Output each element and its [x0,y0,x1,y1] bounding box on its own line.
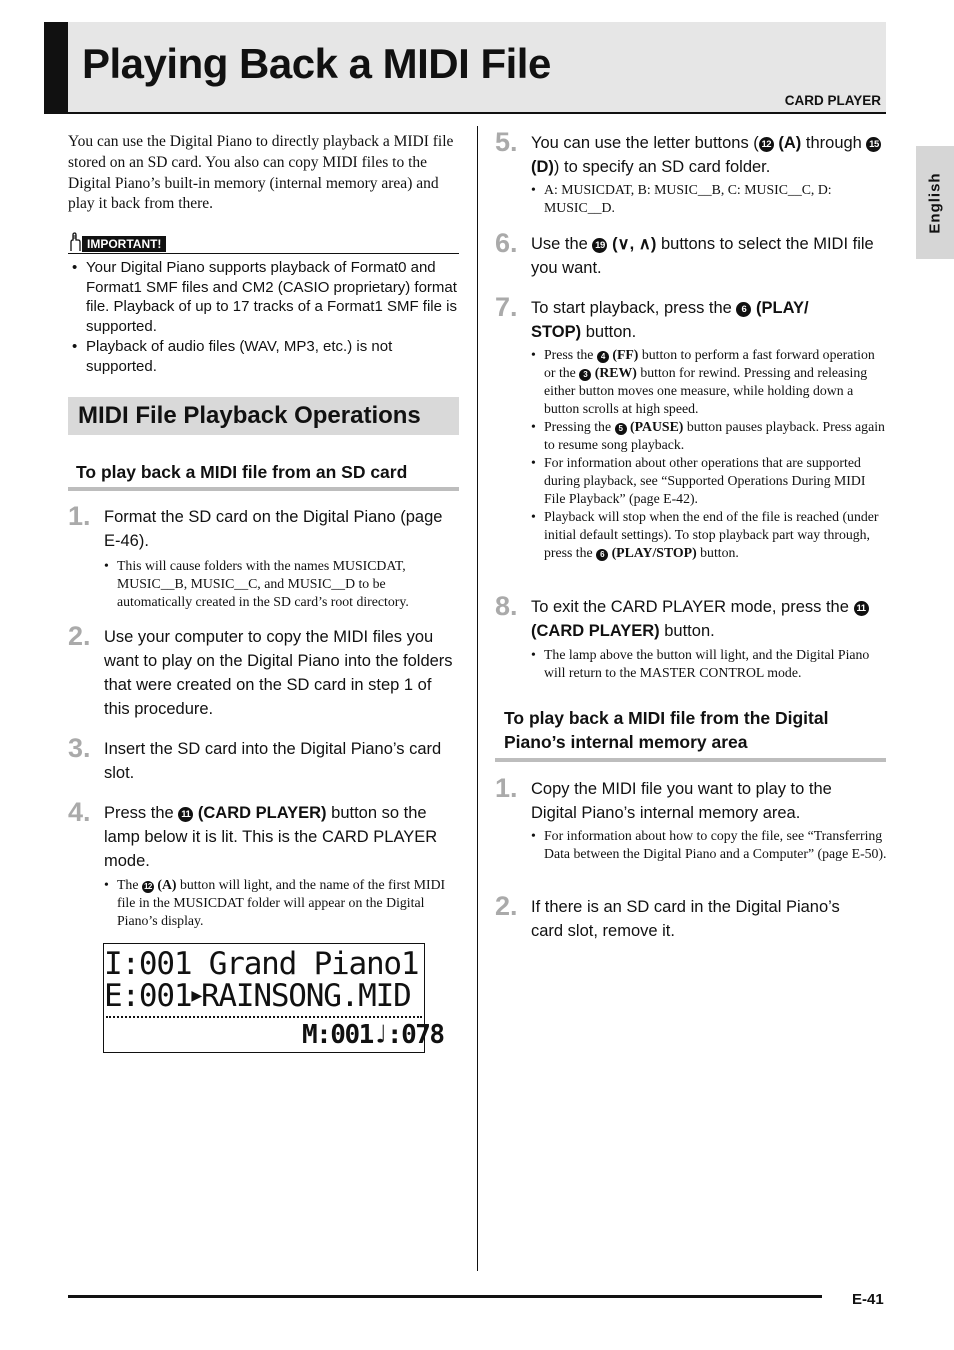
button-number-badge: 11 [178,807,193,822]
language-tab-label: English [926,171,944,234]
step-text [531,131,887,179]
internal-memory-heading [495,706,886,762]
step-text: Insert the SD card into the Digital Piano’s card slot. [104,740,442,782]
section-label: CARD PLAYER [784,93,881,108]
lcd-line-1: I:001 Grand Piano1 [104,946,419,982]
important-item: • Your Digital Piano supports playback of Format0 and Format1 SMF files and CM2 (CASIO proprietary) format file. Playback of up to 17 tracks of a Format1 SMF file is supported. [68,258,460,336]
sd-card-heading [68,460,459,491]
note-text-part: button to perform a fast forward operation or the [544,347,875,380]
play-triangle-icon: ▶ [191,985,201,1006]
step-text [104,801,460,873]
lcd-file-index: E:001 [104,978,192,1014]
note-item [531,418,887,454]
step-text-part: Press the [104,804,174,822]
page-title: Playing Back a MIDI File [82,40,551,87]
button-number-badge: 6 [736,302,751,317]
step-text [531,296,851,344]
note-item [531,508,887,562]
step-number: 5. [495,127,518,157]
step-text-part: To exit the CARD PLAYER mode, press the [531,598,849,616]
step-number: 2. [495,891,518,921]
button-number-badge: 15 [866,137,881,152]
footer-rule [68,1295,822,1298]
important-header [68,232,459,254]
note-item [104,876,460,930]
section-heading-text: MIDI File Playback Operations [78,402,421,429]
column-divider [477,126,478,1271]
page-number: E-41 [852,1291,884,1308]
step-text: Format the SD card on the Digital Piano (page E-46). [104,508,443,550]
button-number-badge: 12 [142,881,154,893]
button-label: (PLAY/STOP) [611,545,697,560]
internal-memory-heading-text: To play back a MIDI file from the Digital Piano’s internal memory area [504,708,829,752]
note-text-part: The [117,877,139,892]
button-label: (FF) [612,347,639,362]
important-badge: IMPORTANT! [82,236,166,252]
step-number: 7. [495,292,518,322]
important-list [68,258,460,378]
note-item: • A: MUSICDAT, B: MUSIC__B, C: MUSIC__C, D: MUSIC__D. [531,181,861,217]
header-accent-bar [44,22,68,114]
step-text [531,595,887,643]
note-text-part: button for rewind. Pressing and releasing either button moves one measure, while holding down a button scrolls at high speed. [544,365,868,416]
step-text-part: Use the [531,235,588,253]
button-number-badge: 4 [597,351,609,363]
button-number-badge: 6 [596,549,608,561]
step-4-notes [104,876,460,930]
lcd-dot-row [106,1016,422,1019]
button-number-badge: 19 [592,238,607,253]
note-text-part: Playback will stop when the end of the file is reached (under initial default settings). To stop playback part way through, press the [544,509,879,560]
note-text-part: Press the [544,347,594,362]
button-number-badge: 11 [854,601,869,616]
note-item: • The lamp above the button will light, and the Digital Piano will return to the MASTER CONTROL mode. [531,646,887,682]
step-5-notes [531,181,861,217]
warning-hand-icon [68,232,82,252]
step-text-part: ) to specify an SD card folder. [553,158,771,176]
step-text: Use your computer to copy the MIDI files you want to play on the Digital Piano into the folders that were created on the SD card in step 1 of this procedure. [104,628,453,718]
button-number-badge: 5 [615,423,627,435]
note-item: • For information about how to copy the file, see “Transferring Data between the Digital Piano and a Computer” (page E-50). [531,827,887,863]
lcd-line-2 [104,978,411,1014]
button-label: (REW) [594,365,637,380]
note-text-part: button will light, and the name of the first MIDI file in the MUSICDAT folder will appear on the Digital Piano’s display. [117,877,446,928]
step-number: 1. [68,501,91,531]
page-header [44,22,886,114]
important-item: • Playback of audio files (WAV, MP3, etc.) is not supported. [68,337,460,376]
button-number-badge: 12 [759,137,774,152]
step-1-notes [104,557,459,611]
step-number: 3. [68,733,91,763]
step-number: 8. [495,591,518,621]
note-item: • This will cause folders with the names MUSICDAT, MUSIC__B, MUSIC__C, and MUSIC__D to be automatically created in the SD card’s root directory. [104,557,459,611]
step-text-part: through [805,134,862,152]
button-label: (CARD PLAYER) [197,804,327,822]
button-label: (D) [531,158,554,176]
step-number: 2. [68,621,91,651]
button-label: (∨, ∧) [612,235,657,253]
lcd-display [103,943,444,1053]
step-8-notes [531,646,887,682]
language-tab [916,146,954,259]
note-item [531,346,887,418]
step-text: If there is an SD card in the Digital Piano’s card slot, remove it. [531,898,840,940]
step-text-part: button. [585,323,637,341]
sd-card-heading-text: To play back a MIDI file from an SD card [76,462,408,482]
button-label: (A) [157,877,177,892]
step-number: 4. [68,797,91,827]
button-label: (A) [778,134,802,152]
step-text: Copy the MIDI file you want to play to the Digital Piano’s internal memory area. [531,780,832,822]
step-text-part: buttons to select the MIDI file you want. [531,235,874,277]
lcd-file-name: RAINSONG.MID [200,978,411,1014]
button-label: (PAUSE) [629,419,684,434]
step-number: 6. [495,228,518,258]
lcd-line-3: M:001♩:078 [302,1020,444,1050]
step-text-part: button. [664,622,715,640]
button-label: (CARD PLAYER) [531,622,660,640]
internal-step-1-notes [531,827,887,863]
note-text-part: button pauses playback. Press again to resume song playback. [544,419,885,452]
button-label: (PLAY/ STOP) [531,299,809,341]
step-text-part: To start playback, press the [531,299,732,317]
step-text-part: You can use the letter buttons ( [531,134,759,152]
section-heading [68,397,459,435]
note-text-part: Pressing the [544,419,612,434]
step-number: 1. [495,773,518,803]
intro-paragraph: You can use the Digital Piano to directly playback a MIDI file stored on an SD card. You also can copy MIDI files to the Digital Piano’s built-in memory (internal memory area) and play it back from there. [68,133,454,213]
note-text-part: button. [700,545,739,560]
note-item: • For information about other operations that are supported during playback, see “Supported Operations During MIDI File Playback” (page E-42). [531,454,887,508]
step-7-notes [531,346,887,562]
step-text-part: button so the lamp below it is lit. This is the CARD PLAYER mode. [104,804,438,870]
step-text [531,232,887,280]
button-number-badge: 3 [579,369,591,381]
